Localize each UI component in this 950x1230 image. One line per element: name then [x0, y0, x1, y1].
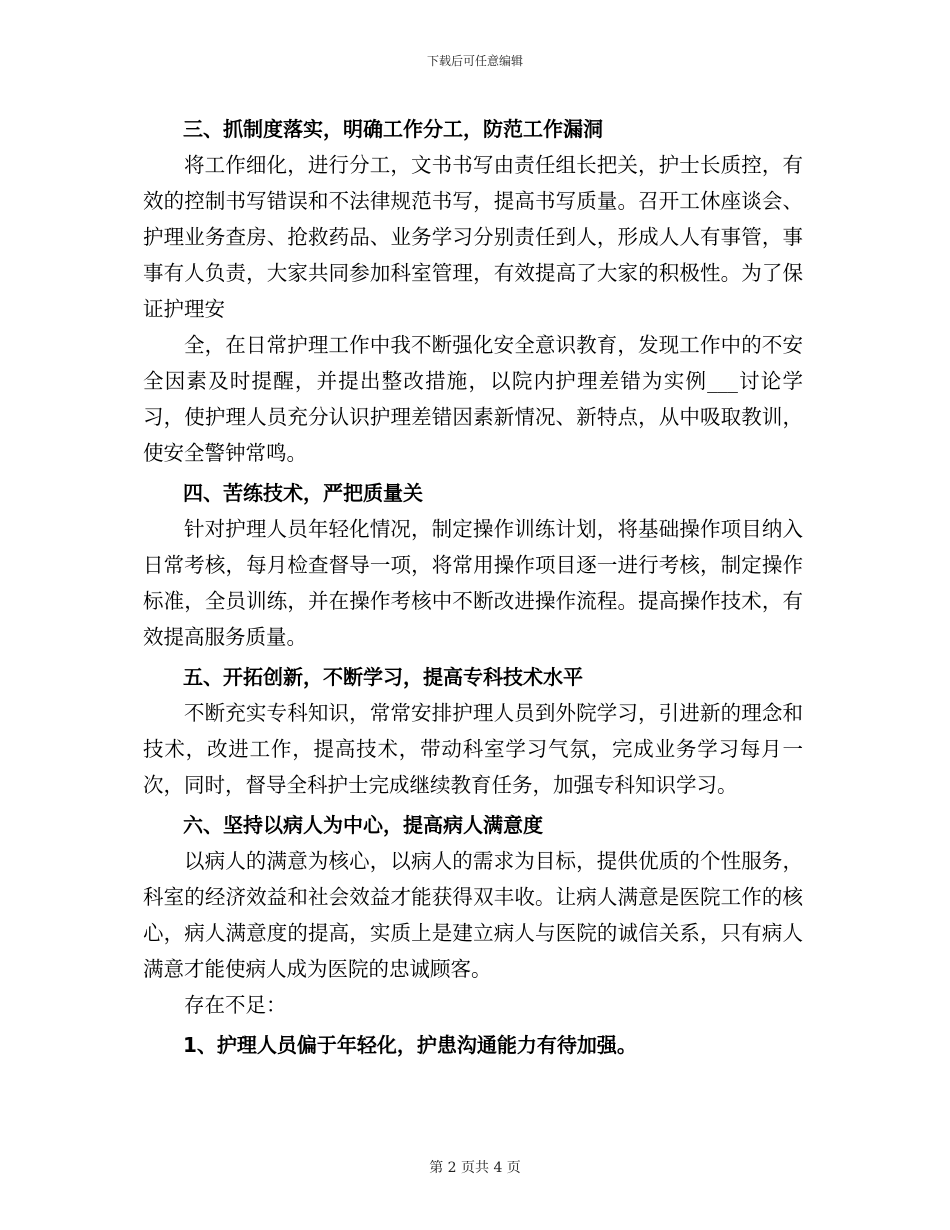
section-heading-5: 五、开拓创新，不断学习，提高专科技术水平	[183, 665, 583, 689]
section-heading-3: 三、抓制度落实，明确工作分工，防范工作漏洞	[183, 117, 603, 141]
document-body	[143, 111, 803, 1063]
paragraph: 全，在日常护理工作中我不断强化安全意识教育，发现工作中的不安全因素及时提醒，并提出整改措施，以院内护理差错为实例___讨论学习，使护理人员充分认识护理差错因素新情况、新特点，从中吸取教训，使安全警钟常鸣。	[143, 333, 803, 465]
section-heading-4: 四、苦练技术，严把质量关	[183, 481, 423, 505]
paragraph: 以病人的满意为核心，以病人的需求为目标，提供优质的个性服务，科室的经济效益和社会效益才能获得双丰收。让病人满意是医院工作的核心，病人满意度的提高，实质上是建立病人与医院的诚信关系，只有病人满意才能使病人成为医院的忠诚顾客。	[143, 849, 803, 981]
paragraph: 不断充实专科知识，常常安排护理人员到外院学习，引进新的理念和技术，改进工作，提高技术，带动科室学习气氛，完成业务学习每月一次，同时，督导全科护士完成继续教育任务，加强专科知识学习。	[143, 701, 803, 797]
page-footer: 第 2 页共 4 页	[429, 1160, 521, 1176]
section-heading-6: 六、坚持以病人为中心，提高病人满意度	[183, 813, 543, 837]
page-header: 下载后可任意编辑	[426, 54, 523, 68]
paragraph: 将工作细化，进行分工，文书书写由责任组长把关，护士长质控，有效的控制书写错误和不法律规范书写，提高书写质量。召开工休座谈会、护理业务查房、抢救药品、业务学习分别责任到人，形成人人有事管，事事有人负责，大家共同参加科室管理，有效提高了大家的积极性。为了保证护理安	[143, 153, 803, 321]
shortcoming-item-1: 1、护理人员偏于年轻化，护患沟通能力有待加强。	[183, 1033, 637, 1057]
paragraph: 针对护理人员年轻化情况，制定操作训练计划，将基础操作项目纳入日常考核，每月检查督导一项，将常用操作项目逐一进行考核，制定操作标准，全员训练，并在操作考核中不断改进操作流程。提高操作技术，有效提高服务质量。	[143, 517, 803, 649]
paragraph-shortcomings: 存在不足：	[184, 993, 287, 1017]
